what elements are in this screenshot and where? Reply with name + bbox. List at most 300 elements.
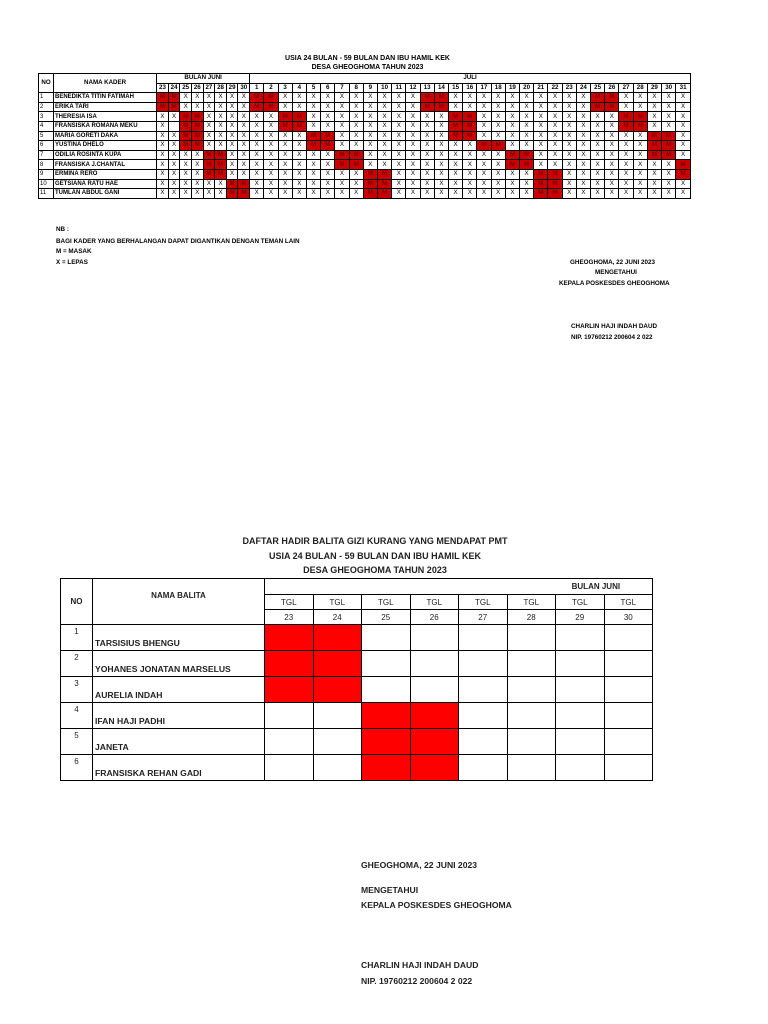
duty-cell-masak: M [157,93,169,103]
duty-cell-lepas: X [505,141,519,151]
duty-cell-lepas: X [491,102,505,112]
schedule-day-july: 23 [562,83,576,93]
duty-cell-lepas: X [306,169,320,179]
duty-cell-lepas: X [292,150,306,160]
schedule-day-july: 1 [250,83,264,93]
duty-cell-lepas: X [420,150,434,160]
duty-cell-lepas: X [321,150,335,160]
duty-cell-lepas: X [591,131,605,141]
attendance-cell-marked [410,729,459,755]
duty-cell-lepas: X [548,150,562,160]
schedule-day-july: 20 [520,83,534,93]
duty-cell-lepas: X [238,112,250,122]
duty-cell-lepas: X [676,189,691,199]
duty-cell-masak: M [168,102,180,112]
attendance-row [61,677,653,703]
schedule-day-july: 26 [605,83,619,93]
duty-cell-lepas: X [278,179,292,189]
kader-no: 1 [39,93,54,103]
kader-no: 2 [39,102,54,112]
duty-cell-lepas: X [168,189,180,199]
duty-cell-lepas: X [238,150,250,160]
duty-cell-lepas: X [576,150,590,160]
duty-cell-lepas: X [676,112,691,122]
duty-cell-lepas: X [605,189,619,199]
schedule-day-july: 7 [335,83,349,93]
duty-cell-masak: M [647,150,661,160]
schedule-sign-name: CHARLIN HAJI INDAH DAUD [571,323,658,330]
duty-cell-lepas: X [520,179,534,189]
duty-cell-lepas: X [477,93,491,103]
kader-name: ODILIA ROSINTA KUPA [54,150,157,160]
duty-cell-lepas: X [203,93,215,103]
duty-cell-lepas: X [168,169,180,179]
duty-cell-masak: M [505,160,519,170]
duty-cell-lepas: X [548,131,562,141]
schedule-day-july: 30 [662,83,676,93]
duty-cell-lepas: X [491,93,505,103]
duty-cell-lepas: X [306,102,320,112]
schedule-header-row-months [39,74,691,84]
duty-cell-lepas: X [321,93,335,103]
attendance-sign-nip: NIP. 19760212 200604 2 022 [361,976,473,986]
schedule-day-july: 4 [292,83,306,93]
duty-cell-masak: M [647,141,661,151]
duty-cell-lepas: X [215,179,227,189]
duty-cell-lepas: X [278,169,292,179]
duty-cell-lepas: X [264,160,278,170]
attendance-month: BULAN JUNI [265,579,653,595]
duty-cell-lepas: X [491,169,505,179]
duty-cell-lepas: X [363,112,377,122]
duty-cell-lepas: X [180,160,192,170]
duty-cell-lepas: X [392,121,406,131]
duty-cell-lepas: X [406,189,420,199]
duty-cell-lepas: X [238,169,250,179]
balita-no: 1 [61,625,93,651]
duty-cell-lepas: X [250,169,264,179]
duty-cell-masak: M [238,179,250,189]
schedule-day-july: 16 [463,83,477,93]
duty-cell-lepas: X [321,102,335,112]
duty-cell-masak: M [420,93,434,103]
duty-cell-lepas: X [363,102,377,112]
duty-cell-lepas: X [633,141,647,151]
attendance-cell-marked [410,703,459,729]
kader-no: 5 [39,131,54,141]
duty-cell-lepas: X [392,160,406,170]
duty-cell-lepas: X [662,112,676,122]
duty-cell-lepas: X [491,189,505,199]
duty-cell-lepas: X [406,112,420,122]
duty-cell-lepas: X [203,112,215,122]
duty-cell-lepas: X [406,141,420,151]
duty-cell-lepas: X [238,160,250,170]
duty-cell-lepas: X [278,93,292,103]
duty-cell-lepas: X [226,160,238,170]
attendance-cell [507,729,556,755]
duty-cell-masak: M [306,131,320,141]
kader-no: 9 [39,169,54,179]
duty-cell-lepas: X [157,179,169,189]
duty-cell-lepas: X [321,179,335,189]
attendance-tgl-label: TGL [265,595,314,610]
duty-cell-masak: M [191,112,203,122]
duty-cell-lepas: X [335,102,349,112]
duty-cell-lepas: X [406,160,420,170]
kader-schedule-table [38,73,691,199]
duty-cell-masak: M [377,189,391,199]
duty-cell-lepas: X [434,112,448,122]
duty-cell-lepas: X [662,102,676,112]
duty-cell-masak: M [264,102,278,112]
duty-cell-lepas: X [406,93,420,103]
schedule-day-july: 19 [505,83,519,93]
schedule-day-july: 10 [377,83,391,93]
attendance-cell [556,651,605,677]
duty-cell-masak: M [215,150,227,160]
attendance-cell [313,729,362,755]
schedule-day-july: 31 [676,83,691,93]
duty-cell-lepas: X [363,93,377,103]
attendance-cell [556,625,605,651]
attendance-sign-name: CHARLIN HAJI INDAH DAUD [361,960,479,970]
schedule-col-name: NAMA KADER [54,74,157,93]
duty-cell-masak: M [203,160,215,170]
schedule-day-july: 2 [264,83,278,93]
duty-cell-lepas: X [363,141,377,151]
duty-cell-lepas: X [434,121,448,131]
duty-cell-lepas: X [250,189,264,199]
duty-cell-masak: M [215,160,227,170]
duty-cell-masak: M [191,131,203,141]
duty-cell-masak: M [278,121,292,131]
duty-cell-lepas: X [191,102,203,112]
attendance-tgl-label: TGL [362,595,411,610]
duty-cell-lepas: X [591,179,605,189]
duty-cell-lepas: X [520,189,534,199]
duty-cell-lepas: X [420,121,434,131]
kader-row [39,131,691,141]
duty-cell-lepas: X [180,189,192,199]
duty-cell-lepas: X [250,179,264,189]
duty-cell-lepas: X [226,150,238,160]
duty-cell-lepas: X [215,189,227,199]
duty-cell-lepas: X [349,121,363,131]
duty-cell-masak: M [548,179,562,189]
attendance-row [61,625,653,651]
balita-name: JANETA [93,729,265,755]
kader-no: 10 [39,179,54,189]
attendance-row [61,651,653,677]
duty-cell-lepas: X [238,93,250,103]
duty-cell-lepas: X [226,121,238,131]
duty-cell-lepas: X [215,131,227,141]
schedule-day-july: 5 [306,83,320,93]
duty-cell-lepas: X [157,150,169,160]
attendance-row [61,703,653,729]
duty-cell-masak: M [321,131,335,141]
duty-cell-lepas: X [477,189,491,199]
duty-cell-lepas: X [168,179,180,189]
schedule-day-july: 29 [647,83,661,93]
duty-cell-lepas: X [363,160,377,170]
duty-cell-lepas: X [619,141,633,151]
duty-cell-lepas: X [434,179,448,189]
duty-cell-lepas: X [278,150,292,160]
duty-cell-lepas: X [676,141,691,151]
attendance-tgl-label: TGL [410,595,459,610]
duty-cell-lepas: X [505,179,519,189]
duty-cell-lepas: X [278,141,292,151]
duty-cell-lepas: X [226,93,238,103]
duty-cell-lepas: X [215,121,227,131]
duty-cell-masak: M [191,141,203,151]
duty-cell-lepas: X [203,189,215,199]
duty-cell-lepas: X [619,160,633,170]
duty-cell-lepas: X [392,141,406,151]
attendance-cell [459,677,508,703]
duty-cell-lepas: X [420,169,434,179]
duty-cell-lepas: X [250,160,264,170]
duty-cell-lepas: X [191,179,203,189]
duty-cell-masak: M [534,179,548,189]
duty-cell-lepas: X [576,179,590,189]
kader-name: THERESIA ISA [54,112,157,122]
balita-name: IFAN HAJI PADHI [93,703,265,729]
duty-cell-lepas: X [180,102,192,112]
attendance-header-row-month [61,579,653,595]
schedule-col-no: NO [39,74,54,93]
duty-cell-lepas: X [363,121,377,131]
attendance-cell-marked [265,677,314,703]
schedule-month-june: BULAN JUNI [157,74,250,84]
duty-cell-masak: M [278,112,292,122]
duty-cell-lepas: X [335,112,349,122]
duty-cell-lepas: X [306,150,320,160]
duty-cell-lepas: X [605,131,619,141]
duty-cell-lepas: X [226,131,238,141]
duty-cell-lepas: X [534,112,548,122]
duty-cell-lepas: X [505,121,519,131]
duty-cell-lepas: X [321,169,335,179]
duty-cell-masak: M [264,93,278,103]
duty-cell-lepas: X [377,102,391,112]
attendance-day: 26 [410,610,459,625]
duty-cell-lepas: X [434,189,448,199]
duty-cell-lepas: X [406,131,420,141]
duty-cell-lepas: X [477,150,491,160]
kader-name: YUSTINA DHELO [54,141,157,151]
duty-cell-lepas: X [662,179,676,189]
duty-cell-lepas: X [226,102,238,112]
duty-cell-lepas: X [215,102,227,112]
duty-cell-lepas: X [633,131,647,141]
duty-cell-lepas: X [505,93,519,103]
duty-cell-lepas: X [392,169,406,179]
duty-cell-masak: M [226,179,238,189]
duty-cell-masak: M [335,150,349,160]
schedule-day-july: 11 [392,83,406,93]
duty-cell-lepas: X [562,141,576,151]
duty-cell-lepas: X [647,112,661,122]
duty-cell-lepas: X [534,121,548,131]
duty-cell-lepas: X [191,150,203,160]
duty-cell-masak: M [292,121,306,131]
schedule-day-july: 25 [591,83,605,93]
duty-cell-masak: M [647,131,661,141]
duty-cell-lepas: X [605,179,619,189]
duty-cell-lepas: X [520,93,534,103]
duty-cell-lepas: X [477,112,491,122]
duty-cell-lepas: X [576,102,590,112]
duty-cell-lepas: X [463,93,477,103]
attendance-tgl-label: TGL [459,595,508,610]
duty-cell-masak: M [306,141,320,151]
duty-cell-lepas: X [434,160,448,170]
duty-cell-lepas: X [157,189,169,199]
duty-cell-lepas: X [520,102,534,112]
duty-cell-lepas: X [477,160,491,170]
duty-cell-lepas: X [562,150,576,160]
attendance-cell [459,651,508,677]
duty-cell-lepas: X [392,150,406,160]
duty-cell-masak: M [434,93,448,103]
duty-cell-masak: M [477,141,491,151]
duty-cell-lepas: X [477,131,491,141]
duty-cell-lepas: X [463,141,477,151]
attendance-cell [556,729,605,755]
duty-cell-lepas: X [264,150,278,160]
duty-cell-masak: M [520,160,534,170]
duty-cell-lepas: X [180,150,192,160]
balita-name: AURELIA INDAH [93,677,265,703]
duty-cell-masak: M [180,141,192,151]
duty-cell-lepas: X [215,141,227,151]
duty-cell-lepas: X [662,121,676,131]
schedule-day-july: 6 [321,83,335,93]
attendance-cell [265,703,314,729]
attendance-day: 25 [362,610,411,625]
attendance-cell [362,625,411,651]
duty-cell-lepas: X [377,160,391,170]
duty-cell-lepas: X [576,160,590,170]
attendance-col-name: NAMA BALITA [93,579,265,625]
kader-no: 7 [39,150,54,160]
duty-cell-lepas: X [576,112,590,122]
schedule-day-july: 8 [349,83,363,93]
duty-cell-lepas: X [335,179,349,189]
duty-cell-lepas: X [168,131,180,141]
duty-cell-lepas: X [633,179,647,189]
duty-cell-lepas: X [335,169,349,179]
duty-cell-lepas: X [349,141,363,151]
duty-cell-lepas: X [647,169,661,179]
duty-cell-lepas: X [363,150,377,160]
balita-no: 5 [61,729,93,755]
attendance-cell [459,755,508,781]
duty-cell-masak: M [215,169,227,179]
duty-cell-lepas: X [278,102,292,112]
kader-name: ERMINA RERO [54,169,157,179]
duty-cell-lepas: X [349,179,363,189]
duty-cell-masak: M [448,121,462,131]
duty-cell-lepas: X [420,189,434,199]
duty-cell-lepas: X [321,189,335,199]
duty-cell-lepas: X [591,112,605,122]
duty-cell-lepas: X [306,112,320,122]
attendance-cell [604,625,653,651]
duty-cell-lepas: X [619,102,633,112]
duty-cell-lepas: X [520,169,534,179]
duty-cell-lepas: X [264,121,278,131]
duty-cell-lepas: X [238,131,250,141]
duty-cell-lepas: X [477,102,491,112]
schedule-day-july: 9 [363,83,377,93]
duty-cell-lepas: X [605,121,619,131]
duty-cell-lepas: X [619,189,633,199]
duty-cell-lepas: X [576,141,590,151]
duty-cell-lepas: X [157,141,169,151]
attendance-cell-marked [313,651,362,677]
duty-cell-lepas: X [448,169,462,179]
duty-cell-lepas: X [238,102,250,112]
duty-cell-lepas: X [434,131,448,141]
duty-cell-lepas: X [264,179,278,189]
attendance-day: 28 [507,610,556,625]
duty-cell-lepas: X [562,169,576,179]
duty-cell-masak: M [591,93,605,103]
duty-cell-masak: M [420,102,434,112]
kader-row [39,112,691,122]
duty-cell-lepas: X [562,179,576,189]
schedule-sign-date: GHEOGHOMA, 22 JUNI 2023 [570,259,656,266]
attendance-cell [604,729,653,755]
duty-cell-lepas: X [335,93,349,103]
attendance-cell [604,703,653,729]
duty-cell-lepas: X [215,93,227,103]
attendance-cell [507,625,556,651]
duty-cell-masak: M [534,189,548,199]
duty-cell-masak: M [238,189,250,199]
duty-cell-masak: M [491,141,505,151]
duty-cell-lepas: X [349,102,363,112]
duty-cell-lepas: X [203,102,215,112]
attendance-cell-marked [265,651,314,677]
duty-cell-lepas: X [250,141,264,151]
duty-cell-lepas: X [520,112,534,122]
duty-cell-lepas: X [392,189,406,199]
duty-cell-lepas: X [448,141,462,151]
duty-cell-lepas: X [377,150,391,160]
duty-cell-lepas: X [591,160,605,170]
duty-cell-lepas: X [349,93,363,103]
duty-cell-lepas: X [292,169,306,179]
duty-cell-lepas: X [157,112,169,122]
duty-cell-masak: M [591,102,605,112]
duty-cell-lepas: X [392,112,406,122]
schedule-sign-position: KEPALA POSKESDES GHEOGHOMA [559,280,670,287]
schedule-day-july: 24 [576,83,590,93]
duty-cell-lepas: X [292,179,306,189]
attendance-col-no: NO [61,579,93,625]
duty-cell-lepas: X [662,93,676,103]
duty-cell-lepas: X [157,169,169,179]
duty-cell-lepas: X [335,131,349,141]
duty-cell-lepas: X [505,169,519,179]
duty-cell-lepas: X [321,121,335,131]
duty-cell-lepas: X [250,131,264,141]
